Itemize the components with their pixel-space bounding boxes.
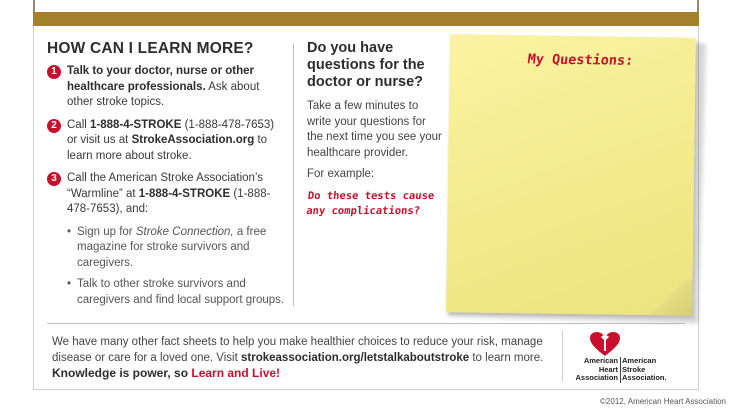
step-number-icon: 3 xyxy=(47,172,61,186)
sticky-note[interactable] xyxy=(446,34,696,315)
aha-asa-logo xyxy=(566,331,685,383)
phone-number[interactable]: 1-888-4-STROKE xyxy=(90,118,182,131)
heart-torch-icon xyxy=(588,331,622,357)
tagline: Knowledge is power, so Learn and Live! xyxy=(52,366,281,380)
step-1: 1 Talk to your doctor, nurse or other healthcare professionals. Ask about other stroke topics. xyxy=(47,64,287,111)
questions-title: Do you have questions for the doctor or nurse? xyxy=(307,40,425,90)
step-number-icon: 2 xyxy=(47,119,61,133)
questions-instructions: Take a few minutes to write your questions for the next time you see your healthcare provider. xyxy=(307,100,442,159)
header-band xyxy=(33,12,699,26)
example-label: For example: xyxy=(307,168,375,180)
section-divider xyxy=(47,323,685,324)
learn-more-heading: HOW CAN I LEARN MORE? xyxy=(47,40,254,57)
website-link[interactable]: StrokeAssociation.org xyxy=(131,134,255,146)
warmline-number[interactable]: 1-888-4-STROKE xyxy=(138,187,231,200)
bottom-text: We have many other fact sheets to help you make healthier choices to reduce your risk, manage disease or care for a loved one. Visit strokeassociation.org/letstalkaboutstroke to learn more. xyxy=(52,336,544,364)
aha-name: American Heart Association xyxy=(575,356,618,382)
top-margin xyxy=(0,0,734,12)
example-question: Do these tests cause any complications? xyxy=(305,189,435,217)
step-3: 3 Call the American Stroke Association’s “Warmline” at 1-888-4-STROKE (1-888-478-7653), and: xyxy=(47,171,287,218)
learn-more-column xyxy=(47,40,287,314)
copyright: ©2012, American Heart Association xyxy=(600,397,726,406)
step-number-icon: 1 xyxy=(47,65,61,79)
logo-separator xyxy=(620,357,621,383)
asa-name: American Stroke Association. xyxy=(622,356,667,382)
card-border-left xyxy=(33,0,35,12)
step-2: 2 Call 1-888-4-STROKE (1-888-478-7653) or visit us at StrokeAssociation.org to learn more about stroke. xyxy=(47,118,287,165)
bottom-info xyxy=(52,335,552,382)
letstalk-link[interactable]: strokeassociation.org/letstalkaboutstroke xyxy=(241,351,470,364)
logo-divider xyxy=(562,331,563,381)
column-divider xyxy=(293,44,294,306)
note-title: My Questions: xyxy=(526,51,635,69)
bullet-item: • Sign up for Stroke Connection, a free magazine for stroke survivors and caregivers. xyxy=(67,225,287,272)
card-border-right xyxy=(697,0,699,12)
note-curl xyxy=(646,279,692,316)
questions-column xyxy=(307,40,445,219)
bullet-item: • Talk to other stroke survivors and caregivers and find local support groups. xyxy=(67,277,287,308)
